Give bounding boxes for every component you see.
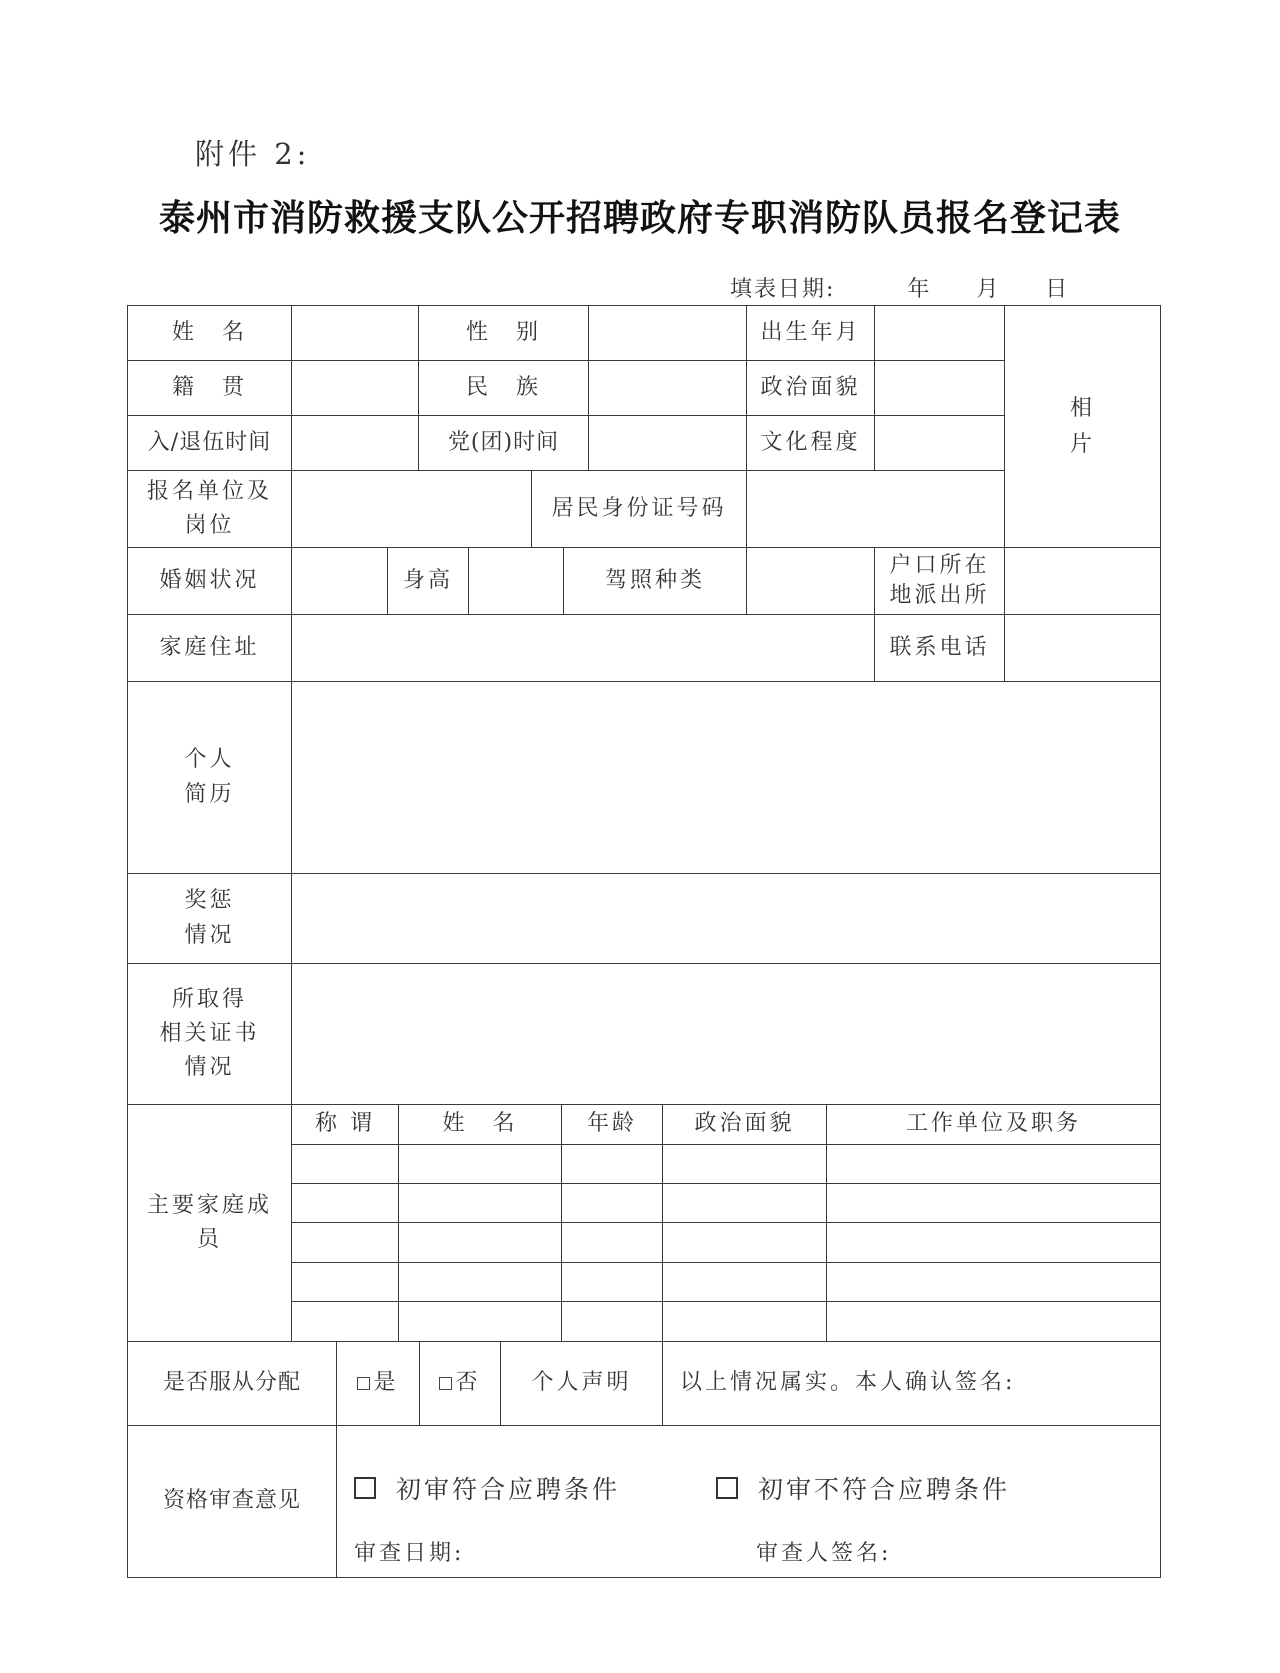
label-declaration: 个人声明: [531, 1370, 632, 1396]
label-certificates: 所取得 相关证书 情况: [159, 986, 260, 1081]
option-yes[interactable]: [337, 1342, 419, 1425]
review-pass-option[interactable]: [354, 1470, 620, 1506]
checkbox-icon: [357, 1377, 370, 1390]
form-title: 泰州市消防救援支队公开招聘政府专职消防队员报名登记表: [158, 197, 1121, 239]
family-header-relation: 称 谓: [315, 1111, 375, 1137]
family-header-work-unit: 工作单位及职务: [905, 1111, 1081, 1137]
label-native-place: 籍 贯: [171, 374, 247, 400]
label-party-time: 党(团)时间: [447, 429, 560, 455]
reviewer-signature-label: 审查人签名:: [756, 1541, 892, 1566]
label-rewards: 奖惩 情况: [184, 888, 235, 948]
review-fail-option[interactable]: [716, 1470, 1010, 1506]
label-home-address: 家庭住址: [159, 634, 260, 660]
label-obey-assignment: 是否服从分配: [162, 1370, 301, 1396]
label-license-type: 驾照种类: [604, 567, 705, 593]
family-header-age: 年龄: [586, 1111, 637, 1137]
photo-box: 相 片: [1069, 396, 1095, 457]
label-enlist-time: 入/退伍时间: [147, 429, 272, 455]
label-hukou-station: 户口所在 地派出所: [889, 553, 990, 608]
option-yes-label: 是: [373, 1370, 399, 1396]
label-marital-status: 婚姻状况: [159, 567, 260, 593]
label-birth-date: 出生年月: [760, 319, 861, 345]
checkbox-icon: [439, 1377, 452, 1390]
label-gender: 性 别: [465, 319, 541, 345]
review-date-label: 审查日期:: [354, 1541, 465, 1566]
label-family-members: 主要家庭成 员: [146, 1192, 272, 1252]
label-name: 姓 名: [171, 319, 247, 345]
attachment-label: 附件 2:: [195, 137, 311, 171]
checkbox-icon: [716, 1477, 738, 1499]
label-education: 文化程度: [760, 429, 861, 455]
fill-date: 填表日期: 年 月 日: [730, 277, 1070, 302]
review-fail-label: 初审不符合应聘条件: [758, 1475, 1011, 1504]
family-header-political: 政治面貌: [694, 1111, 795, 1137]
label-id-number: 居民身份证号码: [551, 495, 727, 521]
label-qualification-review: 资格审查意见: [162, 1488, 301, 1514]
label-ethnicity: 民 族: [465, 374, 541, 400]
label-height: 身高: [402, 567, 453, 593]
label-phone: 联系电话: [889, 634, 990, 660]
review-pass-label: 初审符合应聘条件: [396, 1475, 621, 1504]
option-no[interactable]: [420, 1342, 500, 1425]
label-resume: 个人 简历: [184, 747, 235, 807]
checkbox-icon: [354, 1477, 376, 1499]
label-political-status: 政治面貌: [760, 374, 861, 400]
declaration-text: 以上情况属实。本人确认签名:: [680, 1370, 1016, 1396]
label-apply-unit: 报名单位及 岗位: [146, 478, 272, 538]
option-no-label: 否: [455, 1370, 481, 1396]
family-header-name: 姓 名: [442, 1111, 518, 1137]
